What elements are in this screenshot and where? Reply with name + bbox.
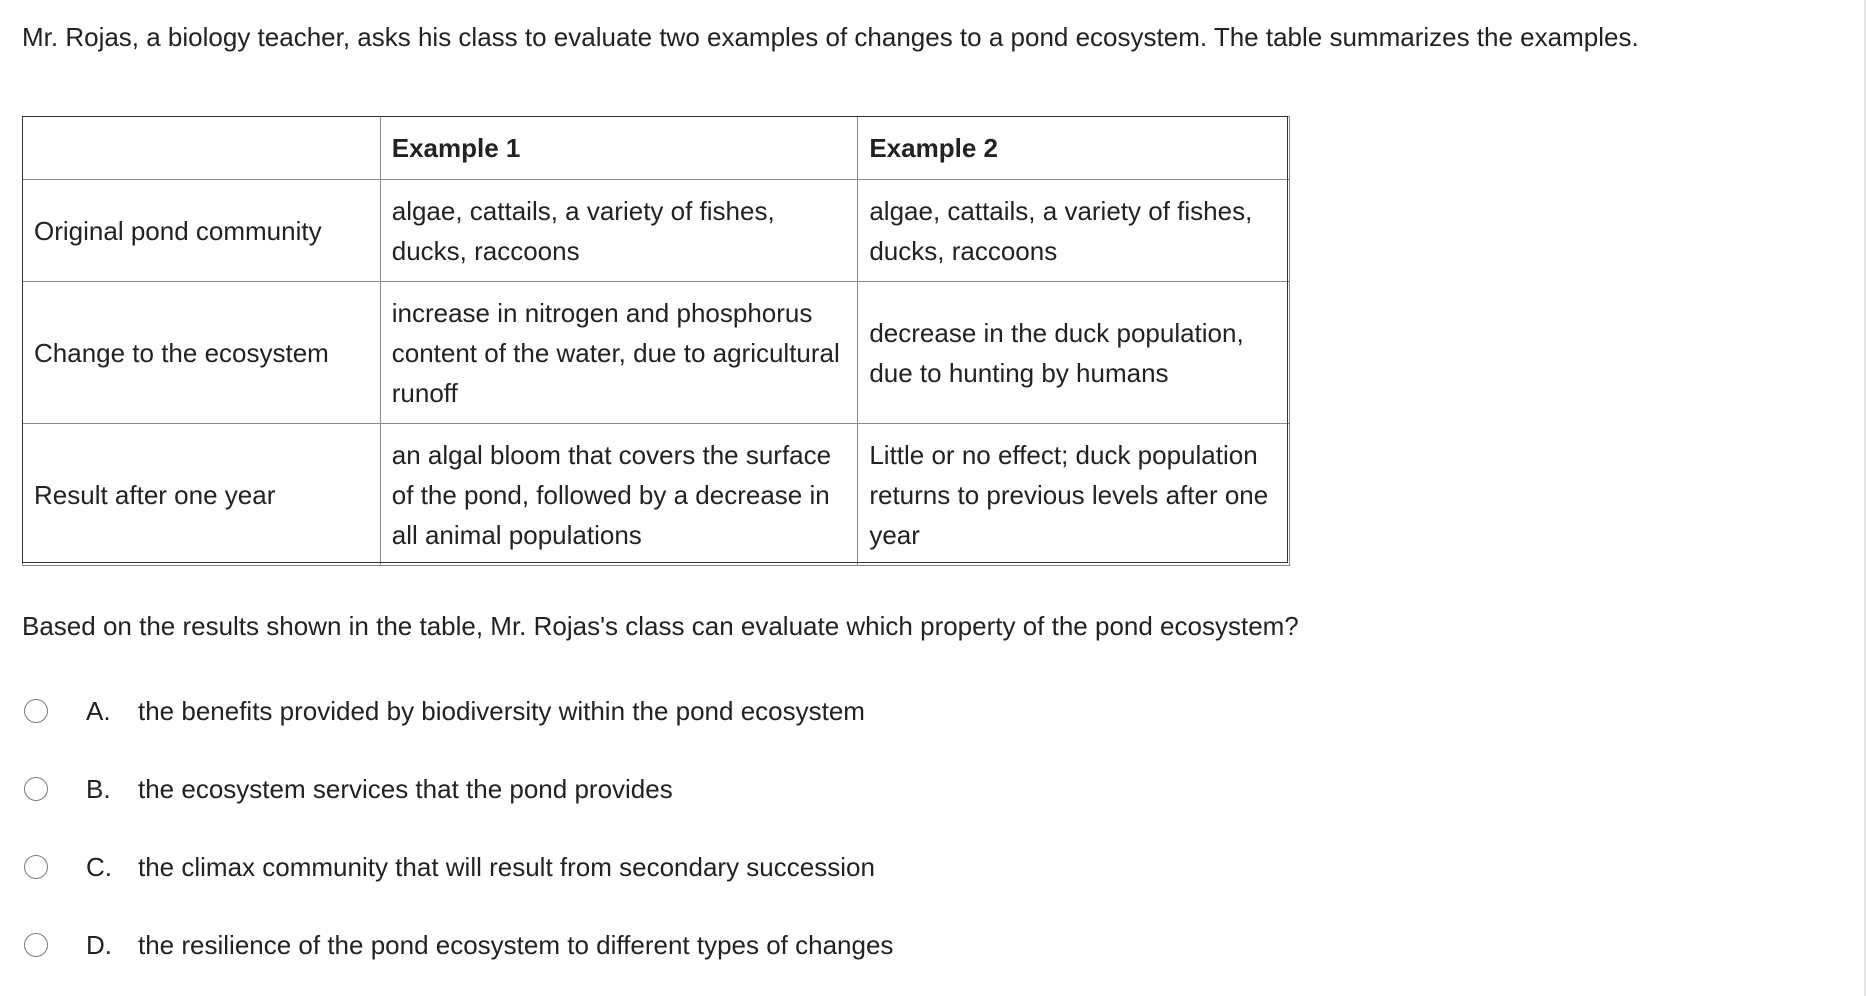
question-text: Based on the results shown in the table, Mr. Rojas's class can evaluate which property of the pond ecosystem? <box>22 611 1299 641</box>
choice-text: the climax community that will result from secondary succession <box>138 852 875 882</box>
radio-button-c[interactable] <box>24 855 48 879</box>
choice-d[interactable] <box>22 906 1222 984</box>
table-row <box>23 282 1290 424</box>
radio-button-b[interactable] <box>24 777 48 801</box>
choice-a[interactable] <box>22 672 1222 750</box>
example-2-cell: Little or no effect; duck population returns to previous levels after one year <box>858 424 1290 566</box>
table-row <box>23 424 1290 566</box>
row-label: Change to the ecosystem <box>23 282 381 424</box>
table-header-example-2: Example 2 <box>858 117 1290 180</box>
intro-text: Mr. Rojas, a biology teacher, asks his class to evaluate two examples of changes to a pond ecosystem. The table summarizes the examples. <box>22 22 1639 52</box>
example-2-cell: decrease in the duck population, due to hunting by humans <box>858 282 1290 424</box>
example-2-cell: algae, cattails, a variety of fishes, ducks, raccoons <box>858 180 1290 282</box>
row-label: Result after one year <box>23 424 381 566</box>
example-1-cell: increase in nitrogen and phosphorus content of the water, due to agricultural runoff <box>380 282 858 424</box>
choice-b[interactable] <box>22 750 1222 828</box>
choice-letter: C. <box>86 852 112 882</box>
choice-text: the ecosystem services that the pond provides <box>138 774 673 804</box>
choice-c[interactable] <box>22 828 1222 906</box>
table-header-empty <box>23 117 381 180</box>
answer-choices <box>22 672 1222 984</box>
table-header-row <box>23 117 1290 180</box>
choice-text: the benefits provided by biodiversity within the pond ecosystem <box>138 696 865 726</box>
example-1-cell: an algal bloom that covers the surface of the pond, followed by a decrease in all animal populations <box>380 424 858 566</box>
choice-letter: D. <box>86 930 112 960</box>
choice-text: the resilience of the pond ecosystem to different types of changes <box>138 930 894 960</box>
choice-letter: B. <box>86 774 111 804</box>
table-row <box>23 180 1290 282</box>
choice-letter: A. <box>86 696 111 726</box>
table-header-example-1: Example 1 <box>380 117 858 180</box>
example-1-cell: algae, cattails, a variety of fishes, ducks, raccoons <box>380 180 858 282</box>
radio-button-a[interactable] <box>24 699 48 723</box>
row-label: Original pond community <box>23 180 381 282</box>
radio-button-d[interactable] <box>24 933 48 957</box>
examples-table <box>22 116 1290 566</box>
